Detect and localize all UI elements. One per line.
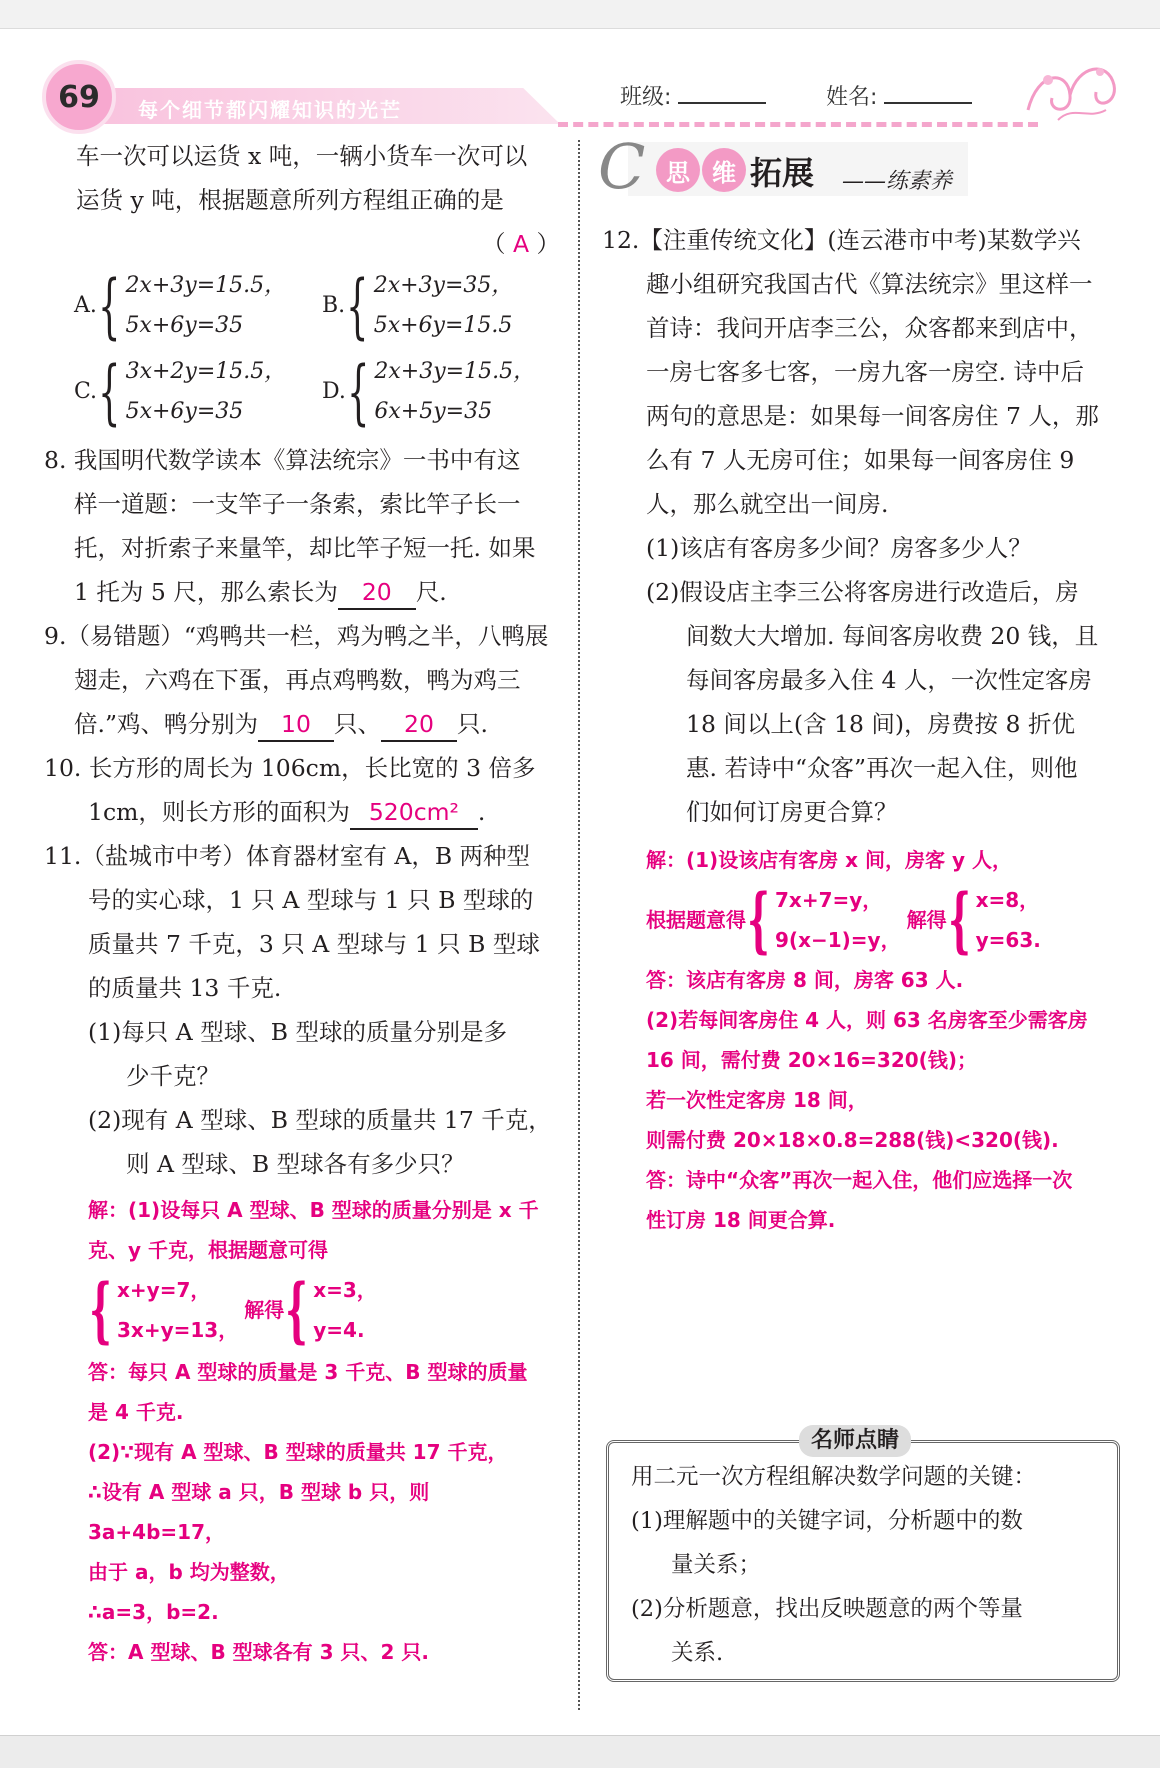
tip-line-2: (1)理解题中的关键字词，分析题中的数 [631, 1508, 1023, 1534]
q12-sub2-e: 惠. 若诗中“众客”再次一起入住，则他 [686, 754, 1078, 782]
option-c [74, 352, 286, 432]
sol11-answer-2: 是 4 千克. [88, 1400, 184, 1424]
q12-sub2-d: 18 间以上(含 18 间)，房费按 8 折优 [686, 710, 1075, 738]
option-d-eq1: 2x+3y=15.5， [374, 359, 536, 384]
page-header [38, 50, 1122, 130]
q9-line-3 [44, 702, 564, 746]
sol11-part2-2: ∴设有 A 型球 a 只，B 型球 b 只，则 3a+4b=17， [88, 1480, 430, 1544]
sol12-pre: 根据题意得 [646, 908, 746, 932]
q12-line-5: 两句的意思是：如果每一间客房住 7 人，那 [646, 402, 1099, 430]
sol11-part2-4: ∴a=3，b=2. [88, 1600, 219, 1624]
q12-line-6: 么有 7 人无房可住；如果每一间客房住 9 [646, 446, 1075, 474]
q8-line-1: 8. 我国明代数学读本《算法统宗》一书中有这 [44, 446, 521, 474]
q8-line-2: 样一道题：一支竿子一条索，索比竿子长一 [74, 490, 521, 518]
option-b-label: B. [322, 293, 346, 318]
sol12-eq2: 9(x−1)=y， [775, 928, 901, 952]
top-bar [0, 0, 1160, 29]
sol12-eq1: 7x+7=y， [775, 888, 883, 912]
brace-icon: { [747, 878, 770, 961]
slogan: 每个细节都闪耀知识的光芒 [138, 98, 402, 122]
brace-icon: { [947, 878, 971, 961]
option-a-eq2: 5x+6y=35 [125, 313, 244, 338]
bottom-bar [0, 1735, 1160, 1768]
q12-sub2-b: 间数大大增加. 每间客房收费 20 钱，且 [686, 622, 1099, 650]
q8-answer: 20 [338, 576, 416, 610]
brace-icon: { [285, 1268, 308, 1351]
tip-title: 名师点睛 [799, 1425, 911, 1457]
q11-line-2: 号的实心球，1 只 A 型球与 1 只 B 型球的 [88, 886, 534, 914]
q11-line-4: 的质量共 13 千克. [88, 974, 282, 1002]
sol12-answer-1: 答：该店有客房 8 间，房客 63 人. [646, 968, 964, 992]
section-banner [598, 130, 974, 206]
option-b [322, 266, 513, 346]
sol11-eq1: x+y=7， [117, 1278, 211, 1302]
q12-sub2-f: 们如何订房更合算？ [686, 798, 898, 826]
option-a [74, 266, 286, 346]
q7-answer-row: （ A ） [481, 230, 560, 258]
sol11-line-2: 克、y 千克，根据题意可得 [88, 1238, 328, 1262]
q9-end: 只. [456, 710, 488, 738]
q12-sub2-c: 每间客房最多入住 4 人，一次性定客房 [686, 666, 1092, 694]
banner-title: 拓展 [750, 154, 815, 192]
sol11-part2-5: 答：A 型球、B 型球各有 3 只、2 只. [88, 1640, 429, 1664]
q8-unit: 尺. [415, 578, 447, 606]
q7-line-2: 运货 y 吨，根据题意所列方程组正确的是 [76, 186, 504, 214]
tip-line-1: 用二元一次方程组解决数学问题的关键： [631, 1464, 1037, 1490]
q7-options [44, 266, 564, 438]
q12-line-2: 趣小组研究我国古代《算法统宗》里这样一 [646, 270, 1093, 298]
option-b-eq1: 2x+3y=35， [373, 273, 514, 298]
sol12-part2-3: 若一次性定客房 18 间， [646, 1088, 868, 1112]
q10-answer: 520cm² [350, 796, 478, 830]
q12-line-1: 12.【注重传统文化】(连云港市中考)某数学兴 [602, 226, 1081, 254]
sol12-line-1: 解：(1)设该店有客房 x 间，房客 y 人， [646, 848, 1012, 872]
q7-line-1: 车一次可以运货 x 吨，一辆小货车一次可以 [76, 142, 528, 170]
banner-letter: C [598, 130, 646, 203]
sol12-part2-6: 性订房 18 间更合算. [646, 1208, 836, 1232]
sol11-solve-word: 解得 [244, 1298, 285, 1322]
q12-sub1: (1)该店有客房多少间？房客多少人？ [646, 534, 1032, 562]
class-field [620, 80, 766, 111]
brace-icon: { [98, 265, 121, 347]
q11-sub1-b: 少千克？ [126, 1062, 220, 1090]
option-c-eq1: 3x+2y=15.5， [125, 359, 287, 384]
brace-icon: { [346, 265, 369, 347]
option-c-label: C. [74, 379, 98, 404]
q11-sub2-a: (2)现有 A 型球、B 型球的质量共 17 千克， [88, 1106, 552, 1134]
sol12-solve-word: 解得 [906, 908, 947, 932]
option-a-label: A. [74, 293, 97, 318]
q12-line-3: 首诗：我问开店李三公，众客都来到店中， [646, 314, 1093, 342]
option-c-eq2: 5x+6y=35 [125, 399, 244, 424]
q10-line-1: 10. 长方形的周长为 106cm，长比宽的 3 倍多 [44, 754, 536, 782]
sol11-line-1: 解：(1)设每只 A 型球、B 型球的质量分别是 x 千 [88, 1198, 539, 1222]
option-b-eq2: 5x+6y=15.5 [373, 313, 513, 338]
q11-solution [44, 1190, 564, 1672]
q9-answer-1: 10 [258, 708, 334, 742]
left-column [44, 134, 564, 1672]
banner-subtitle: ——练素养 [842, 169, 953, 194]
banner-char-1: 思 [656, 148, 700, 192]
q11-line-3: 质量共 7 千克，3 只 A 型球与 1 只 B 型球 [88, 930, 540, 958]
q11-line-1: 11.（盐城市中考）体育器材室有 A，B 两种型 [44, 842, 531, 870]
sol12-part2-2: 16 间，需付费 20×16=320(钱)； [646, 1048, 977, 1072]
tip-text [631, 1455, 1101, 1675]
brace-icon: { [89, 1268, 112, 1351]
flourish-ornament-icon [1018, 50, 1122, 128]
option-d-eq2: 6x+5y=35 [374, 399, 493, 424]
q9-mid: 只、 [333, 710, 381, 738]
tip-line-3: 量关系； [671, 1552, 762, 1578]
teacher-tip-box [606, 1428, 1120, 1682]
option-d [322, 352, 535, 432]
tip-line-4: (2)分析题意，找出反映题意的两个等量 [631, 1596, 1023, 1622]
banner-char-2: 维 [702, 148, 746, 192]
q10-line-2 [44, 790, 564, 834]
sol11-part2-3: 由于 a，b 均为整数， [88, 1560, 290, 1584]
q11-sub1-a: (1)每只 A 型球、B 型球的质量分别是多 [88, 1018, 507, 1046]
sol11-r2: y=4. [313, 1318, 365, 1342]
header-dash-line [558, 122, 1038, 127]
q10-text: 1cm，则长方形的面积为 [88, 798, 350, 826]
sol12-r2: y=63. [975, 928, 1041, 952]
q10-end: . [477, 798, 486, 826]
name-blank [884, 84, 972, 104]
q11-sub2-b: 则 A 型球、B 型球各有多少只？ [126, 1150, 465, 1178]
class-blank [678, 84, 766, 104]
name-field [826, 80, 972, 111]
q12-solution [602, 840, 1122, 1240]
sol12-r1: x=8， [975, 888, 1040, 912]
sol12-part2-4: 则需付费 20×18×0.8=288(钱)<320(钱). [646, 1128, 1059, 1152]
q8-line-4 [44, 570, 564, 614]
sol11-system [88, 1270, 377, 1350]
q9-line-2: 翅走，六鸡在下蛋，再点鸡鸭数，鸭为鸡三 [74, 666, 521, 694]
option-a-eq1: 2x+3y=15.5， [125, 273, 287, 298]
q12-line-4: 一房七客多七客，一房九客一房空. 诗中后 [646, 358, 1084, 386]
q8-line-3: 托，对折索子来量竿，却比竿子短一托. 如果 [74, 534, 536, 562]
sol11-r1: x=3， [313, 1278, 377, 1302]
q9-text: 倍.”鸡、鸭分别为 [74, 710, 258, 738]
q9-line-1: 9.（易错题）“鸡鸭共一栏，鸡为鸭之半，八鸭展 [44, 622, 549, 650]
q12-line-7: 人，那么就空出一间房. [646, 490, 889, 518]
q8-text: 1 托为 5 尺，那么索长为 [74, 578, 338, 606]
class-label: 班级: [620, 85, 672, 110]
sol12-part2-1: (2)若每间客房住 4 人，则 63 名房客至少需客房 [646, 1008, 1088, 1032]
column-divider [578, 140, 580, 1710]
sol12-system [646, 880, 1041, 960]
tip-line-5: 关系. [671, 1640, 724, 1666]
q9-answer-2: 20 [381, 708, 457, 742]
name-label: 姓名: [826, 85, 878, 110]
q7-answer: A [512, 230, 530, 258]
sol11-eq2: 3x+y=13， [117, 1318, 239, 1342]
q12-sub2-a: (2)假设店主李三公将客房进行改造后，房 [646, 578, 1079, 606]
option-d-label: D. [322, 379, 346, 404]
brace-icon: { [98, 351, 121, 433]
right-column [602, 218, 1122, 1240]
brace-icon: { [346, 351, 370, 433]
sol12-part2-5: 答：诗中“众客”再次一起入住，他们应选择一次 [646, 1168, 1073, 1192]
sol11-answer-1: 答：每只 A 型球的质量是 3 千克、B 型球的质量 [88, 1360, 528, 1384]
sol11-part2-1: (2)∵现有 A 型球、B 型球的质量共 17 千克， [88, 1440, 508, 1464]
page-number: 69 [42, 60, 116, 134]
